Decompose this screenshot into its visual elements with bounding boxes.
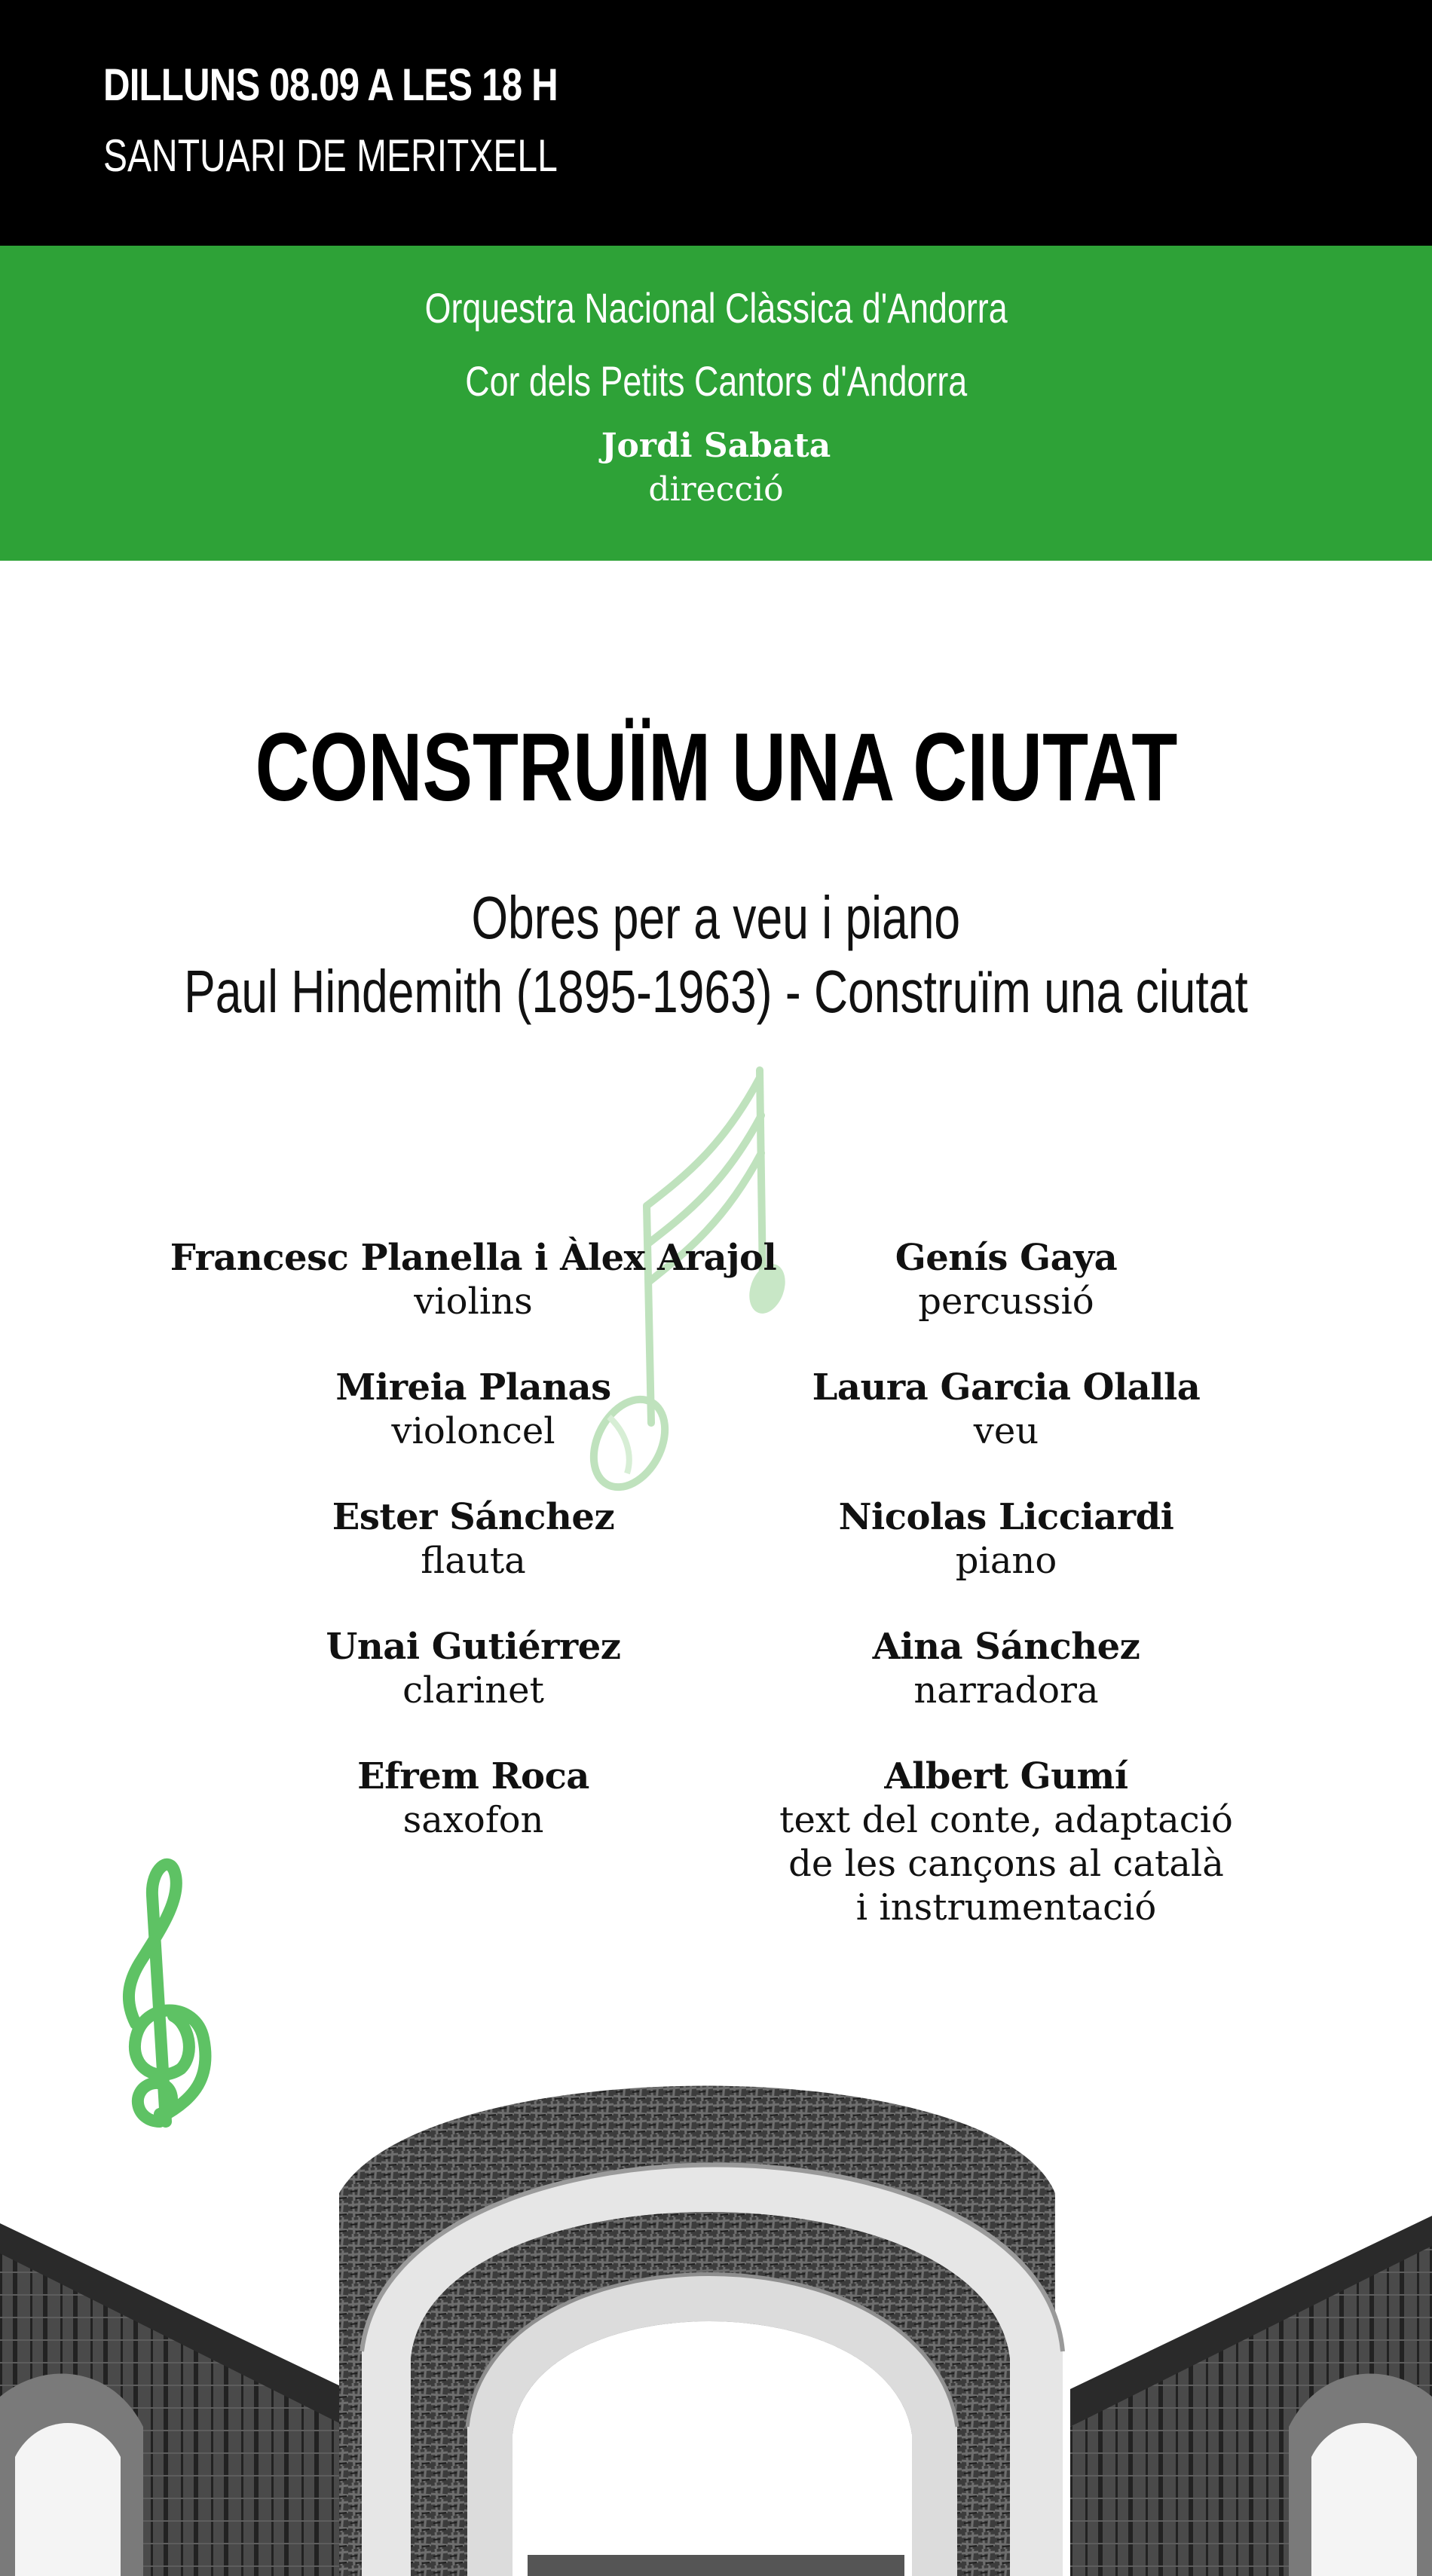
performer-role-line: text del conte, adaptació	[779, 1799, 1233, 1841]
performer-entry	[697, 1625, 1315, 1712]
performer-role-line: i instrumentació	[855, 1886, 1157, 1929]
event-date-time: DILLUNS 08.09 A LES 18 H	[103, 60, 558, 110]
performers-left-column	[164, 1236, 782, 1884]
performers-right-column	[697, 1236, 1315, 1972]
performer-name: Francesc Planella i Àlex Arajol	[170, 1237, 777, 1279]
performer-role: saxofon	[402, 1799, 544, 1841]
performer-role: veu	[973, 1410, 1039, 1452]
performer-role: clarinet	[402, 1669, 544, 1712]
program-subtitle-1: Obres per a veu i piano	[471, 884, 961, 951]
event-venue: SANTUARI DE MERITXELL	[103, 130, 558, 181]
performer-name: Laura Garcia Olalla	[812, 1366, 1201, 1409]
performer-entry	[164, 1495, 782, 1583]
performer-entry	[164, 1625, 782, 1712]
performer-role: piano	[955, 1540, 1057, 1582]
performer-role-line: de les cançons al català	[788, 1843, 1224, 1885]
performer-name: Mireia Planas	[335, 1366, 611, 1409]
performer-name: Nicolas Licciardi	[838, 1496, 1174, 1538]
event-header	[0, 0, 1432, 246]
sanctuary-arches-photo	[0, 2035, 1432, 2576]
performer-role: percussió	[918, 1280, 1094, 1323]
performer-role: violins	[414, 1280, 533, 1323]
performer-entry	[697, 1366, 1315, 1453]
performer-name: Ester Sánchez	[332, 1496, 615, 1538]
performer-name: Unai Gutiérrez	[326, 1626, 621, 1668]
performer-entry	[697, 1495, 1315, 1583]
ensembles-band	[0, 246, 1432, 561]
performer-name: Albert Gumí	[884, 1755, 1128, 1797]
director-role: direcció	[648, 470, 784, 509]
performer-entry	[164, 1366, 782, 1453]
performer-role: flauta	[421, 1540, 526, 1582]
performer-role: narradora	[913, 1669, 1099, 1712]
performer-entry	[697, 1755, 1315, 1929]
choir-name: Cor dels Petits Cantors d'Andorra	[465, 357, 967, 405]
performer-entry	[164, 1755, 782, 1842]
performer-entry	[164, 1236, 782, 1323]
orchestra-name: Orquestra Nacional Clàssica d'Andorra	[424, 284, 1008, 332]
director-name: Jordi Sabata	[601, 427, 831, 465]
performer-name: Genís Gaya	[895, 1237, 1118, 1279]
program-subtitle-2: Paul Hindemith (1895-1963) - Construïm una ciutat	[184, 958, 1248, 1025]
performer-role: violoncel	[391, 1410, 555, 1452]
performer-name: Efrem Roca	[357, 1755, 589, 1797]
performer-entry	[697, 1236, 1315, 1323]
program-title: CONSTRUÏM UNA CIUTAT	[255, 714, 1177, 821]
performer-name: Aina Sánchez	[872, 1626, 1140, 1668]
